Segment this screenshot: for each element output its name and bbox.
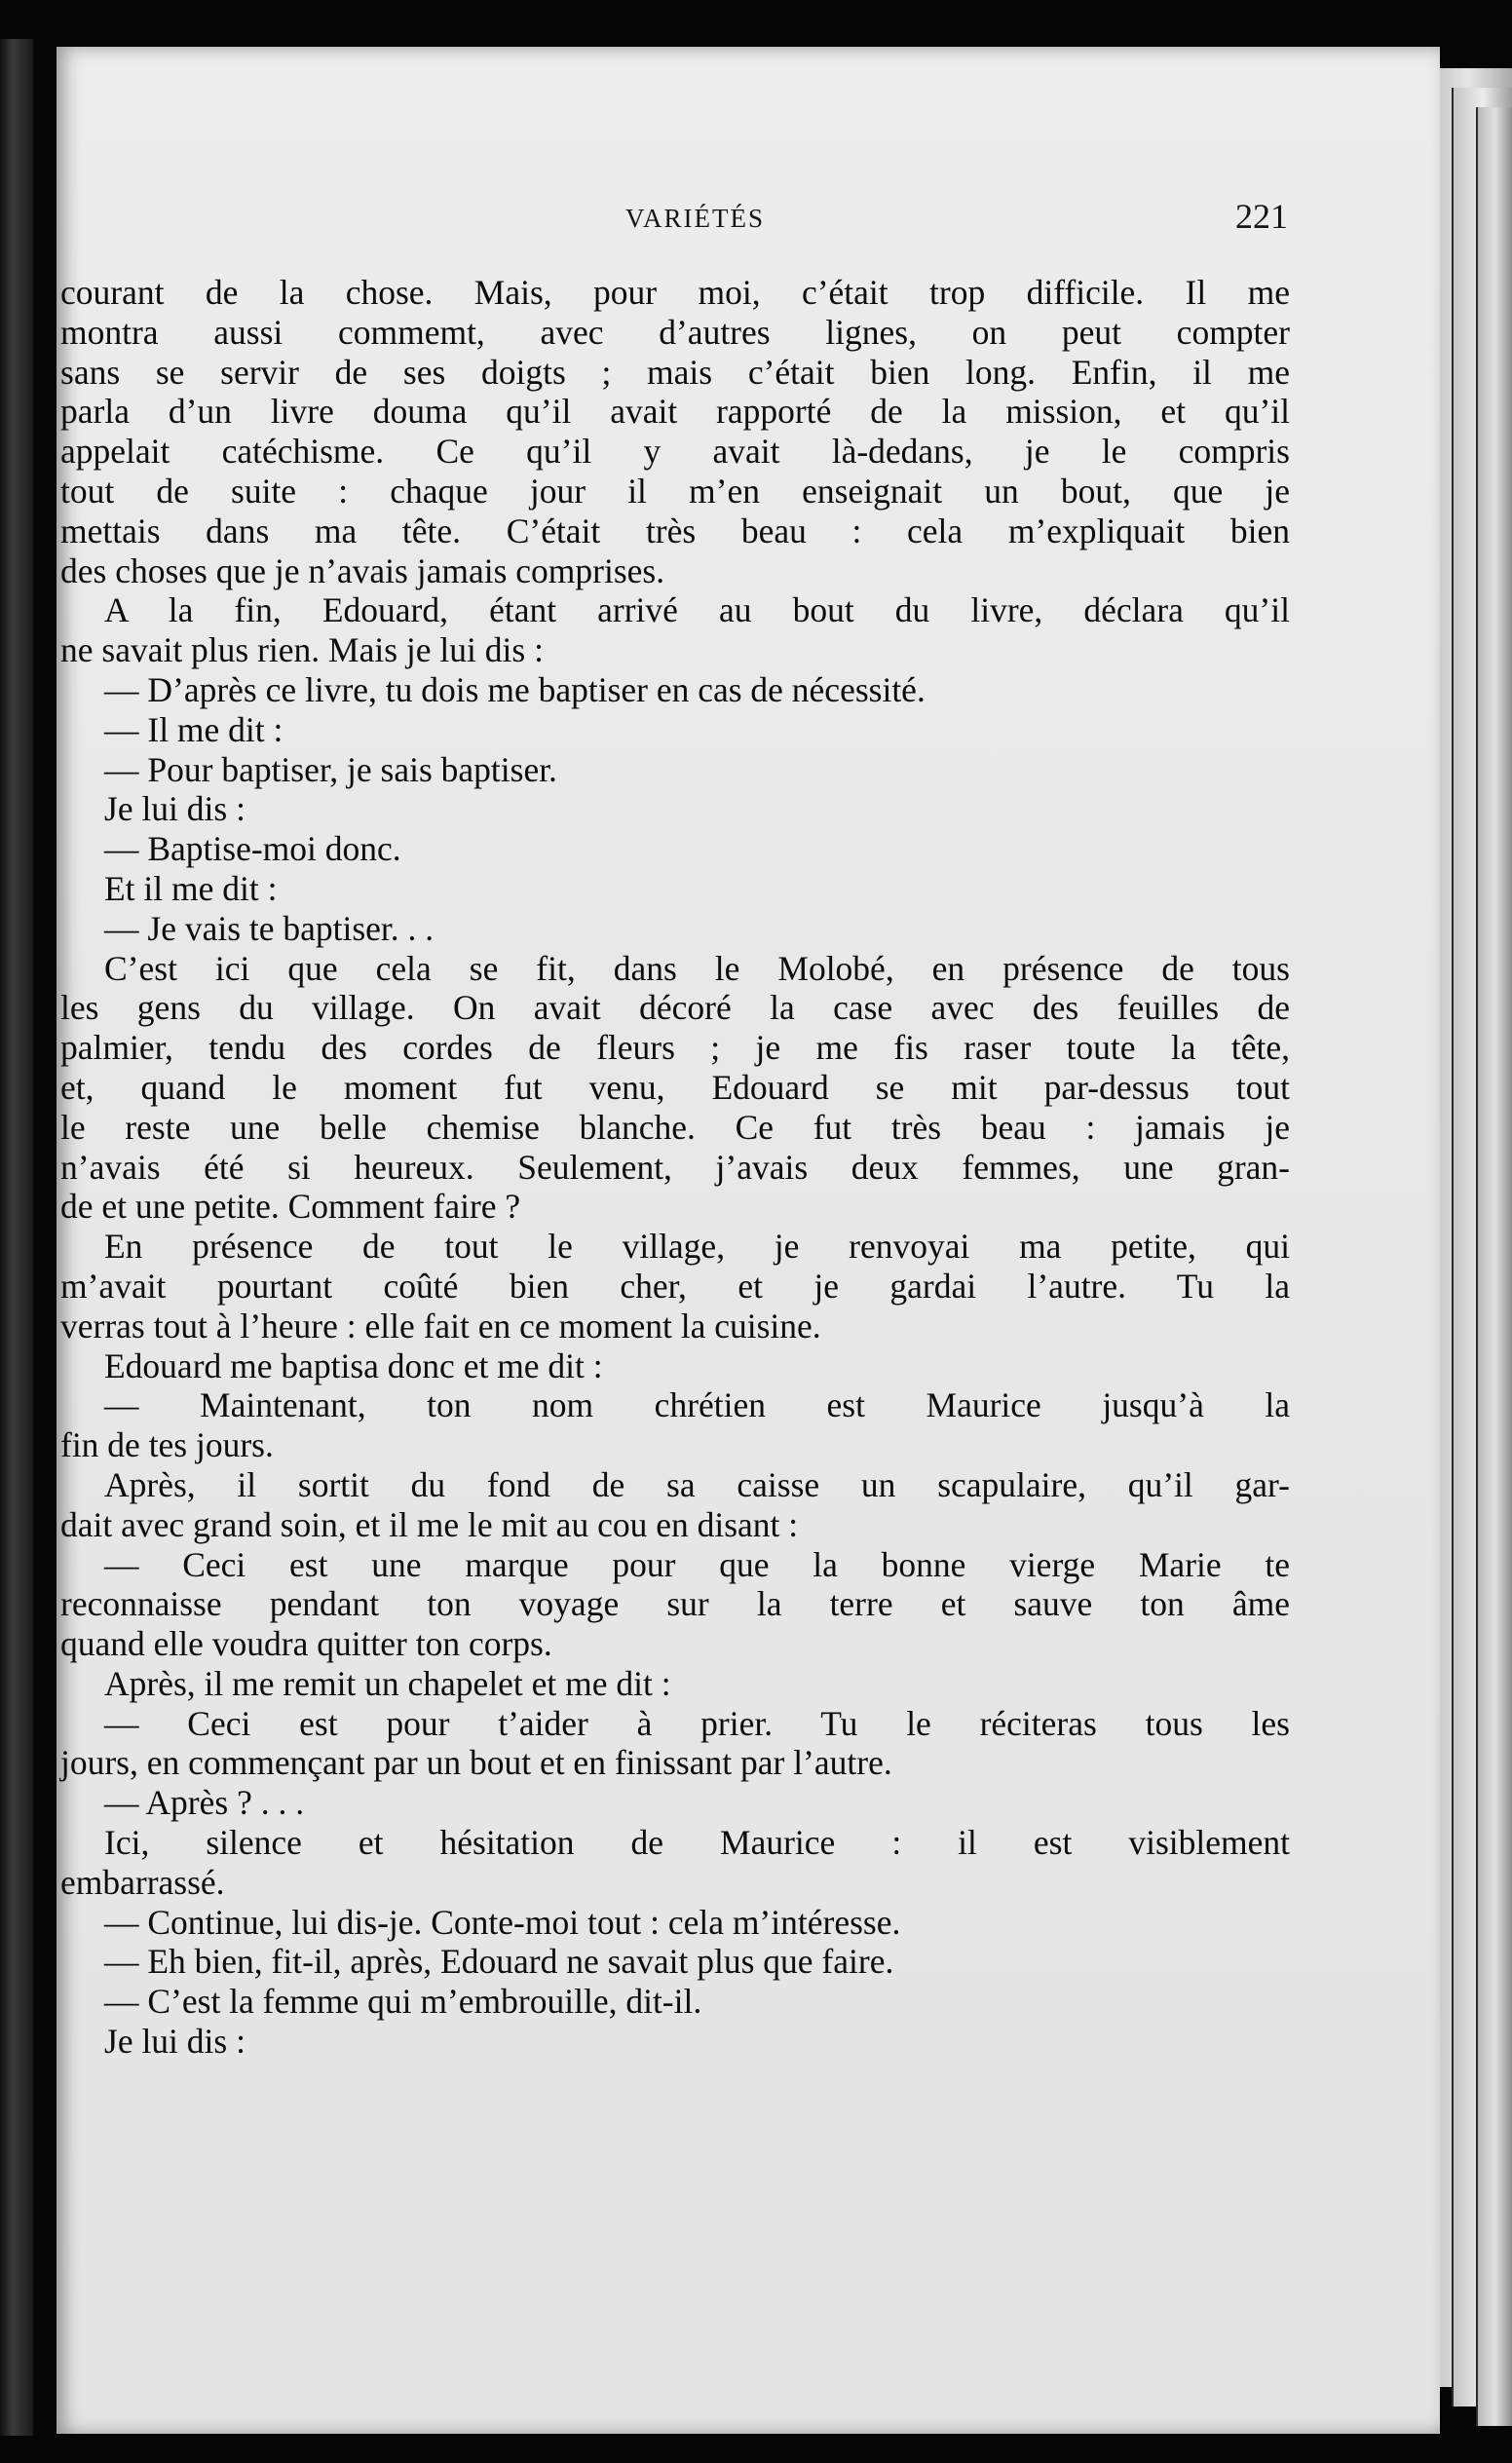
text-line: — Baptise-moi donc. <box>104 829 401 869</box>
text-line: le reste une belle chemise blanche. Ce fut très beau : jamais je <box>60 1107 1290 1147</box>
body-text <box>60 273 1290 2062</box>
text-line: appelait catéchisme. Ce qu’il y avait là-dedans, je le compris <box>60 432 1290 472</box>
text-line: Après, il me remit un chapelet et me dit : <box>104 1663 671 1703</box>
text-line: — Maintenant, ton nom chrétien est Maurice jusqu’à la <box>104 1385 1290 1425</box>
text-line: dait avec grand soin, et il me le mit au cou en disant : <box>60 1504 799 1544</box>
text-line: Je lui dis : <box>104 2022 246 2062</box>
text-line: En présence de tout le village, je renvoyai ma petite, qui <box>104 1227 1290 1267</box>
text-line: de et une petite. Comment faire ? <box>60 1187 521 1227</box>
text-line: jours, en commençant par un bout et en finissant par l’autre. <box>60 1743 892 1783</box>
text-line: reconnaisse pendant ton voyage sur la terre et sauve ton âme <box>60 1584 1290 1624</box>
text-line: quand elle voudra quitter ton corps. <box>60 1624 552 1664</box>
page-stack-edge <box>1476 107 1512 2426</box>
text-line: montra aussi commemt, avec d’autres lignes, on peut compter <box>60 312 1290 352</box>
text-line: ne savait plus rien. Mais je lui dis : <box>60 630 544 670</box>
text-line: courant de la chose. Mais, pour moi, c’était trop difficile. Il me <box>60 273 1290 312</box>
text-line: — Je vais te baptiser. . . <box>104 908 435 948</box>
text-line: Ici, silence et hésitation de Maurice : il est visiblement <box>104 1823 1290 1863</box>
text-line: Après, il sortit du fond de sa caisse un scapulaire, qu’il gar- <box>104 1464 1290 1504</box>
text-line: Et il me dit : <box>104 868 278 908</box>
text-line: Edouard me baptisa donc et me dit : <box>104 1345 603 1385</box>
text-line: — Ceci est une marque pour que la bonne vierge Marie te <box>104 1544 1290 1584</box>
text-line: parla d’un livre douma qu’il avait rapporté de la mission, et qu’il <box>60 392 1290 432</box>
text-line: m’avait pourtant coûté bien cher, et je gardai l’autre. Tu la <box>60 1266 1290 1306</box>
page-header <box>60 192 1288 250</box>
text-line: C’est ici que cela se fit, dans le Molobé, en présence de tous <box>104 948 1290 988</box>
text-line: palmier, tendu des cordes de fleurs ; je me fis raser toute la tête, <box>60 1028 1290 1068</box>
text-line: n’avais été si heureux. Seulement, j’avais deux femmes, une gran- <box>60 1147 1290 1187</box>
text-line: tout de suite : chaque jour il m’en enseignait un bout, que je <box>60 471 1290 511</box>
text-line: — C’est la femme qui m’embrouille, dit-il. <box>104 1982 702 2022</box>
text-line: — D’après ce livre, tu dois me baptiser en cas de nécessité. <box>104 669 926 709</box>
text-line: — Ceci est pour t’aider à prier. Tu le réciteras tous les <box>104 1703 1290 1743</box>
text-line: verras tout à l’heure : elle fait en ce moment la cuisine. <box>60 1306 821 1345</box>
page-number: 221 <box>1235 197 1288 236</box>
text-line: Je lui dis : <box>104 789 246 829</box>
text-line: — Il me dit : <box>104 709 284 749</box>
running-title: VARIÉTÉS <box>625 204 766 233</box>
text-line: — Pour baptiser, je sais baptiser. <box>104 749 557 789</box>
text-line: sans se servir de ses doigts ; mais c’était bien long. Enfin, il me <box>60 352 1290 392</box>
text-line: A la fin, Edouard, étant arrivé au bout du livre, déclara qu’il <box>104 590 1290 630</box>
text-line: des choses que je n’avais jamais comprises. <box>60 550 665 590</box>
text-line: mettais dans ma tête. C’était très beau : cela m’expliquait bien <box>60 511 1290 550</box>
previous-page-edge <box>0 39 33 2436</box>
text-line: embarrassé. <box>60 1862 225 1902</box>
text-line: — Continue, lui dis-je. Conte-moi tout : cela m’intéresse. <box>104 1902 901 1942</box>
text-line: les gens du village. On avait décoré la case avec des feuilles de <box>60 988 1290 1028</box>
text-line: fin de tes jours. <box>60 1425 274 1465</box>
text-line: et, quand le moment fut venu, Edouard se mit par-dessus tout <box>60 1067 1290 1107</box>
text-line: — Eh bien, fit-il, après, Edouard ne savait plus que faire. <box>104 1942 894 1982</box>
text-line: — Après ? . . . <box>104 1783 305 1823</box>
